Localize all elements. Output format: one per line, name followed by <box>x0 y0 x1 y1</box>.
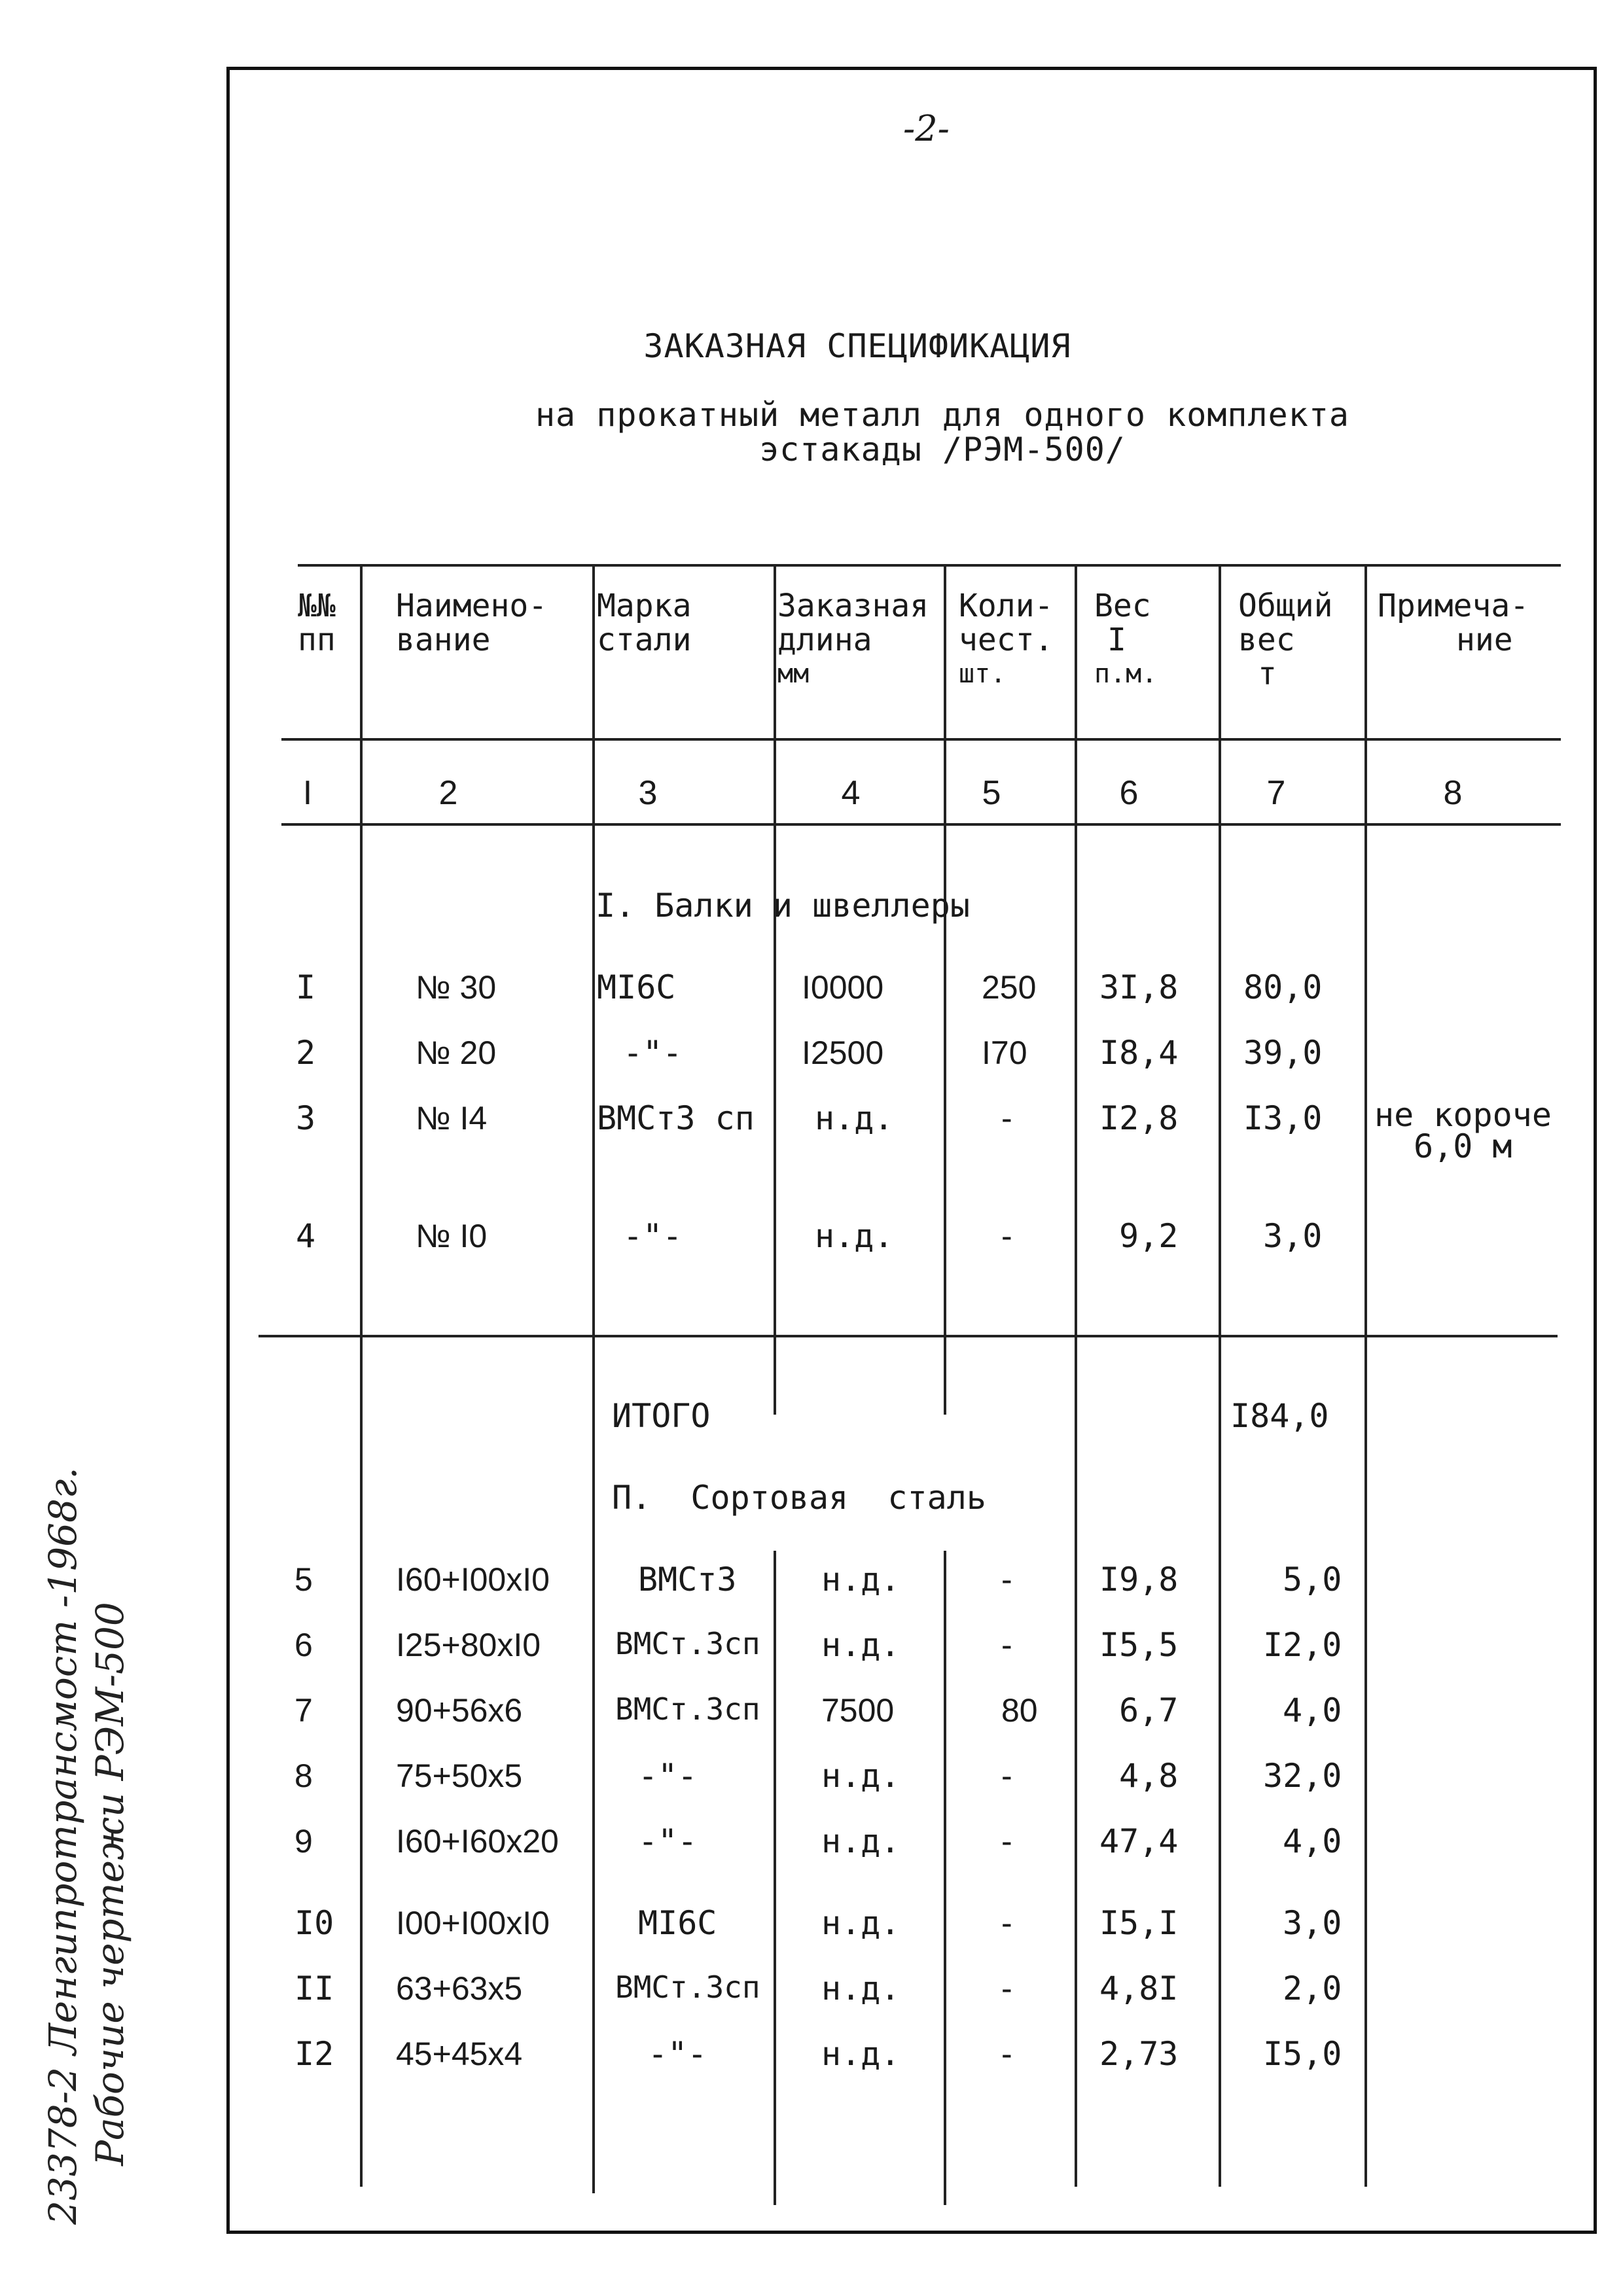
total-weight: 5,0 <box>1283 1561 1342 1598</box>
colnum-1: I <box>302 774 313 812</box>
weight-per-meter: 3I,8 <box>1099 968 1179 1006</box>
order-length: н.д. <box>821 1822 901 1860</box>
order-length: I0000 <box>802 969 884 1006</box>
profile-name: 75+50x5 <box>396 1757 523 1794</box>
order-length: 7500 <box>821 1692 895 1729</box>
margin-handwritten-note: 23378-2 Ленгипротрансмост -1968г. Рабочие чертежи РЭМ-500 <box>41 1467 132 2225</box>
row-number: 6 <box>294 1627 313 1663</box>
weight-per-meter: 9,2 <box>1119 1217 1179 1255</box>
row-number: 4 <box>296 1217 316 1255</box>
col-divider-4b <box>944 1551 946 2205</box>
total-weight: 39,0 <box>1243 1034 1323 1072</box>
weight-per-meter: I2,8 <box>1099 1099 1179 1137</box>
weight-per-meter: 47,4 <box>1099 1822 1179 1860</box>
profile-name: № I4 <box>416 1100 488 1137</box>
profile-name: № 30 <box>416 969 497 1006</box>
steel-grade: МI6С <box>638 1904 717 1942</box>
row-number: I <box>296 968 316 1006</box>
total-label: ИТОГО <box>612 1397 711 1435</box>
colnum-4: 4 <box>841 774 861 812</box>
steel-grade: ВМСт.3сп <box>615 1969 760 2005</box>
colnum-3: 3 <box>638 774 658 812</box>
quantity: - <box>1001 1100 1012 1137</box>
col-divider-2 <box>592 564 595 2193</box>
header-col-3: Марка стали <box>597 588 692 658</box>
profile-name: I25+80xI0 <box>396 1627 541 1663</box>
document-subtitle-line2: эстакады /РЭМ-500/ <box>759 431 1126 468</box>
steel-grade: ВМСт3 сп <box>597 1099 755 1137</box>
header-col-6: Вес I п.м. <box>1094 588 1158 689</box>
total-weight: I3,0 <box>1243 1099 1323 1137</box>
document-title: ЗАКАЗНАЯ СПЕЦИФИКАЦИЯ <box>643 327 1071 365</box>
weight-per-meter: I5,I <box>1099 1904 1179 1942</box>
steel-grade: -"- <box>638 1822 698 1860</box>
order-length: н.д. <box>821 1561 901 1598</box>
col-divider-1 <box>360 564 363 2187</box>
total-weight: 80,0 <box>1243 968 1323 1006</box>
profile-name: I60+I00xI0 <box>396 1561 550 1598</box>
quantity: 80 <box>1001 1692 1038 1729</box>
colnum-7: 7 <box>1266 774 1286 812</box>
quantity: - <box>1001 1905 1012 1941</box>
col-divider-3 <box>774 564 776 1415</box>
total-weight: 2,0 <box>1283 1969 1342 2007</box>
steel-grade: ВМСт.3сп <box>615 1691 760 1727</box>
col-divider-6 <box>1219 564 1221 2187</box>
profile-name: 63+63x5 <box>396 1970 523 2007</box>
quantity: - <box>1001 1627 1012 1663</box>
row-number: 2 <box>296 1034 316 1072</box>
quantity: I70 <box>982 1034 1027 1071</box>
steel-grade: -"- <box>648 2035 707 2073</box>
header-col-8: Примеча- ние <box>1378 588 1529 658</box>
row-number: I0 <box>294 1904 334 1942</box>
profile-name: I60+I60x20 <box>396 1823 559 1860</box>
total-weight: 4,0 <box>1283 1691 1342 1729</box>
header-bottom-rule <box>281 738 1561 741</box>
order-length: н.д. <box>821 2035 901 2073</box>
col-divider-3b <box>774 1551 776 2205</box>
section1-end-rule <box>259 1335 1558 1337</box>
quantity: - <box>1001 1970 1012 2007</box>
table-top-rule <box>298 564 1561 567</box>
note: не короче 6,0 м <box>1374 1096 1552 1165</box>
document-subtitle-line1: на прокатный металл для одного комплекта <box>535 396 1350 434</box>
page-number: -2- <box>903 108 950 149</box>
total-weight: 3,0 <box>1283 1904 1342 1942</box>
weight-per-meter: I9,8 <box>1099 1561 1179 1598</box>
order-length: н.д. <box>821 1969 901 2007</box>
total-weight: 32,0 <box>1263 1757 1342 1795</box>
order-length: н.д. <box>821 1626 901 1664</box>
order-length: н.д. <box>821 1904 901 1942</box>
weight-per-meter: 4,8I <box>1099 1969 1179 2007</box>
total-weight: 4,0 <box>1283 1822 1342 1860</box>
colnum-5: 5 <box>982 774 1001 812</box>
order-length: н.д. <box>815 1099 894 1137</box>
steel-grade: -"- <box>638 1757 698 1795</box>
quantity: - <box>1001 1823 1012 1860</box>
steel-grade: ВМСт3 <box>638 1561 737 1598</box>
colnum-8: 8 <box>1443 774 1463 812</box>
row-number: II <box>294 1969 334 2007</box>
steel-grade: -"- <box>623 1217 683 1255</box>
col-divider-7 <box>1364 564 1367 2187</box>
profile-name: № 20 <box>416 1034 497 1071</box>
profile-name: № I0 <box>416 1218 488 1254</box>
weight-per-meter: 6,7 <box>1119 1691 1179 1729</box>
weight-per-meter: I5,5 <box>1099 1626 1179 1664</box>
profile-name: I00+I00xI0 <box>396 1905 550 1941</box>
quantity: 250 <box>982 969 1037 1006</box>
quantity: - <box>1001 1218 1012 1254</box>
quantity: - <box>1001 1561 1012 1598</box>
colnum-6: 6 <box>1119 774 1139 812</box>
row-number: 7 <box>294 1692 313 1729</box>
header-col-7: Общий вес т <box>1238 588 1333 692</box>
header-col-4: Заказная длина мм <box>777 588 929 689</box>
col-divider-5 <box>1075 564 1077 2187</box>
col-divider-4 <box>944 564 946 1415</box>
order-length: н.д. <box>821 1757 901 1795</box>
steel-grade: -"- <box>623 1034 683 1072</box>
row-number: 8 <box>294 1757 313 1794</box>
colnum-bottom-rule <box>281 823 1561 826</box>
weight-per-meter: 2,73 <box>1099 2035 1179 2073</box>
total-weight: 3,0 <box>1263 1217 1323 1255</box>
steel-grade: МI6С <box>597 968 676 1006</box>
steel-grade: ВМСт.3сп <box>615 1626 760 1661</box>
row-number: 9 <box>294 1823 313 1860</box>
weight-per-meter: I8,4 <box>1099 1034 1179 1072</box>
row-number: 3 <box>296 1099 316 1137</box>
total-weight: I2,0 <box>1263 1626 1342 1664</box>
header-col-5: Коли- чест. шт. <box>959 588 1054 689</box>
colnum-2: 2 <box>438 774 458 812</box>
section1-title: I. Балки и швеллеры <box>596 887 970 925</box>
section2-title: П. Сортовая сталь <box>612 1479 986 1517</box>
total-weight: I5,0 <box>1263 2035 1342 2073</box>
header-col-1: №№ пп <box>298 588 336 658</box>
profile-name: 45+45x4 <box>396 2036 523 2072</box>
header-col-2: Наимено- вание <box>396 588 548 658</box>
quantity: - <box>1001 2036 1012 2072</box>
row-number: I2 <box>294 2035 334 2073</box>
total-value: I84,0 <box>1230 1397 1329 1435</box>
row-number: 5 <box>294 1561 313 1598</box>
quantity: - <box>1001 1757 1012 1794</box>
weight-per-meter: 4,8 <box>1119 1757 1179 1795</box>
order-length: I2500 <box>802 1034 884 1071</box>
profile-name: 90+56x6 <box>396 1692 523 1729</box>
order-length: н.д. <box>815 1217 894 1255</box>
